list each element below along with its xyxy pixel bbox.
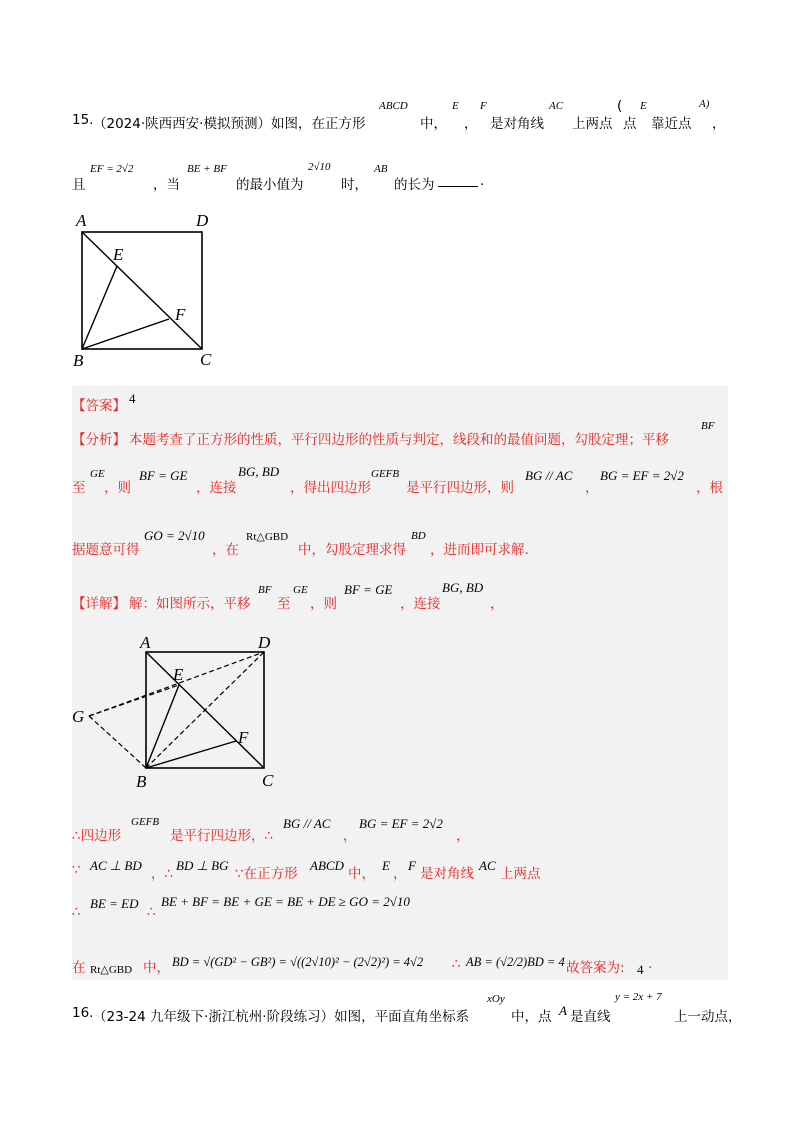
- q15-e: E: [452, 100, 459, 112]
- q16-zhong: 中，点: [511, 1009, 552, 1025]
- analysis-sep: ，: [585, 480, 599, 496]
- q15-kaojin: 靠近点: [651, 116, 692, 132]
- step4-final: 故答案为:: [566, 960, 625, 976]
- analysis-bg-par-ac: BG // AC: [525, 468, 573, 483]
- q15-dian: 点: [623, 116, 637, 132]
- step4-bd: BD = √(GD² − GB²) = √((2√10)² − (2√2)²) = 4√2: [172, 955, 424, 969]
- analysis-gen: ，根: [696, 480, 723, 496]
- q15-a-close: A): [699, 98, 710, 110]
- fig1-label-d: D: [196, 211, 209, 230]
- q15-length-is: 的长为: [394, 177, 435, 193]
- analysis-line2c: ，进而即可求解.: [430, 542, 529, 558]
- q15-answer-blank: [438, 174, 478, 187]
- answer-tag: 【答案】: [72, 398, 126, 414]
- q15-number: 15.: [72, 112, 94, 128]
- step3-chain: BE + BF = BE + GE = BE + DE ≥ GO = 2√10: [161, 894, 410, 909]
- fig1-label-e: E: [113, 245, 124, 264]
- step2-ac: AC: [479, 858, 496, 873]
- detail-bg-bd: BG, BD: [442, 580, 484, 595]
- q15-end-comma: ，: [712, 116, 726, 132]
- analysis-rt-gbd: Rt△GBD: [246, 531, 289, 543]
- fig2-label-d: D: [258, 633, 271, 652]
- q15-two-points: 上两点: [572, 116, 613, 132]
- analysis-lianjie: ，连接: [196, 480, 237, 496]
- step2-because: ∵: [72, 862, 81, 878]
- analysis-tag: 【分析】: [72, 432, 126, 448]
- step2-zhong: 中，: [348, 866, 375, 882]
- fig1-label-c: C: [200, 350, 212, 368]
- q16-line: y = 2x + 7: [615, 991, 662, 1003]
- q15-qie: 且: [72, 177, 86, 193]
- analysis-line2a: 据题意可得: [72, 542, 140, 558]
- analysis-dechu: ，得出四边形: [290, 480, 371, 496]
- q16-xoy: xOy: [487, 993, 505, 1005]
- q15-diag: 是对角线: [490, 116, 544, 132]
- detail-bf-ge: BF = GE: [344, 582, 393, 597]
- fig2-label-c: C: [262, 771, 274, 790]
- step1-eq: BG = EF = 2√2: [359, 816, 443, 831]
- step4-zai: 在: [72, 960, 86, 976]
- analysis-line2b: 中，勾股定理求得: [298, 542, 406, 558]
- analysis-bf: BF: [701, 420, 715, 432]
- figure-1-square: [68, 208, 228, 368]
- step3-therefore: ∴: [72, 904, 81, 920]
- analysis-ge: GE: [90, 468, 105, 480]
- q15-ab: AB: [374, 163, 388, 175]
- step4-rt: Rt△GBD: [90, 964, 133, 976]
- detail-ge: GE: [293, 584, 308, 596]
- analysis-bf-ge: BF = GE: [139, 468, 188, 483]
- q15-be-bf: BE + BF: [187, 163, 227, 175]
- step4-therefore: ∴: [452, 956, 461, 972]
- fig1-label-a: A: [76, 211, 87, 230]
- step3-eq: BE = ED: [90, 896, 139, 911]
- fig2-label-f: F: [238, 728, 249, 747]
- step4-ab: AB = (√2/2)BD = 4: [466, 955, 565, 969]
- step2-sep: ，∴: [151, 866, 174, 882]
- detail-tag: 【详解】: [72, 596, 126, 612]
- q15-comma: ，: [464, 116, 478, 132]
- figure-2-square: [66, 630, 286, 795]
- q15-period: .: [480, 173, 485, 189]
- q15-min-text: 的最小值为: [236, 177, 304, 193]
- fig2-label-g: G: [72, 707, 85, 726]
- analysis-bd: BD: [411, 530, 426, 542]
- step1-sep: ，: [343, 828, 357, 844]
- detail-zhi: 至: [277, 596, 291, 612]
- analysis-line1: 本题考查了正方形的性质，平行四边形的性质与判定，线段和的最值问题，勾股定理；平移: [129, 432, 669, 448]
- q15-source: （2024·陕西西安·模拟预测）如图，在正方形: [93, 116, 366, 132]
- q16-shi: 是直线: [570, 1009, 611, 1025]
- q15-ac: AC: [549, 100, 564, 112]
- q15-dang: ，当: [153, 177, 180, 193]
- step2-diag: 是对角线: [420, 866, 474, 882]
- step2-abcd: ABCD: [310, 858, 344, 873]
- q16-number: 16.: [72, 1005, 94, 1021]
- step4-zhong: 中，: [143, 960, 170, 976]
- step2-comma: ，: [393, 866, 407, 882]
- analysis-zai: ，在: [212, 542, 239, 558]
- step4-dot: .: [648, 956, 653, 972]
- step2-f: F: [408, 858, 416, 873]
- answer-value: 4: [129, 391, 136, 406]
- detail-bf: BF: [258, 584, 272, 596]
- detail-lianjie: ，连接: [400, 596, 441, 612]
- step2-text: ∵在正方形: [235, 866, 298, 882]
- fig1-label-b: B: [73, 351, 84, 368]
- q15-zhong: 中，: [420, 116, 447, 132]
- step1-therefore: ∴四边形: [72, 828, 122, 844]
- q16-a: A: [559, 1003, 567, 1018]
- fig2-label-a: A: [140, 633, 151, 652]
- step2-perp2: BD ⊥ BG: [176, 858, 229, 873]
- analysis-ze: ，则: [104, 480, 131, 496]
- analysis-zhi: 至: [72, 480, 86, 496]
- step2-two: 上两点: [500, 866, 541, 882]
- step3-therefore2: ∴: [147, 904, 156, 920]
- detail-intro: 解：如图所示，平移: [129, 596, 251, 612]
- q15-min-val: 2√10: [308, 161, 331, 173]
- q15-abcd: ABCD: [379, 100, 408, 112]
- analysis-gefb: GEFB: [371, 468, 400, 480]
- q15-e2: E: [640, 100, 647, 112]
- fig2-label-e: E: [173, 665, 184, 684]
- step1-end: ，: [456, 828, 470, 844]
- analysis-bg-eq: BG = EF = 2√2: [600, 468, 684, 483]
- q15-ef-eq: EF = 2√2: [90, 163, 134, 175]
- step4-ans: 4: [637, 962, 644, 977]
- step2-e: E: [382, 858, 390, 873]
- q15-f: F: [480, 100, 487, 112]
- fig1-label-f: F: [175, 305, 186, 324]
- analysis-go-eq: GO = 2√10: [144, 528, 205, 543]
- step2-perp: AC ⊥ BD: [90, 858, 142, 873]
- fig2-label-b: B: [136, 772, 147, 791]
- detail-end: ，: [490, 596, 504, 612]
- step1-gefb: GEFB: [131, 816, 160, 828]
- step1-par: BG // AC: [283, 816, 331, 831]
- step1-text: 是平行四边形，∴: [170, 828, 274, 844]
- q16-source: （23-24 九年级下·浙江杭州·阶段练习）如图，平面直角坐标系: [93, 1009, 470, 1025]
- q15-paren: (: [617, 98, 623, 114]
- q15-shi: 时，: [341, 177, 368, 193]
- detail-ze: ，则: [310, 596, 337, 612]
- q16-end: 上一动点，: [674, 1009, 742, 1025]
- analysis-shipx: 是平行四边形，则: [406, 480, 514, 496]
- analysis-bg-bd: BG, BD: [238, 464, 280, 479]
